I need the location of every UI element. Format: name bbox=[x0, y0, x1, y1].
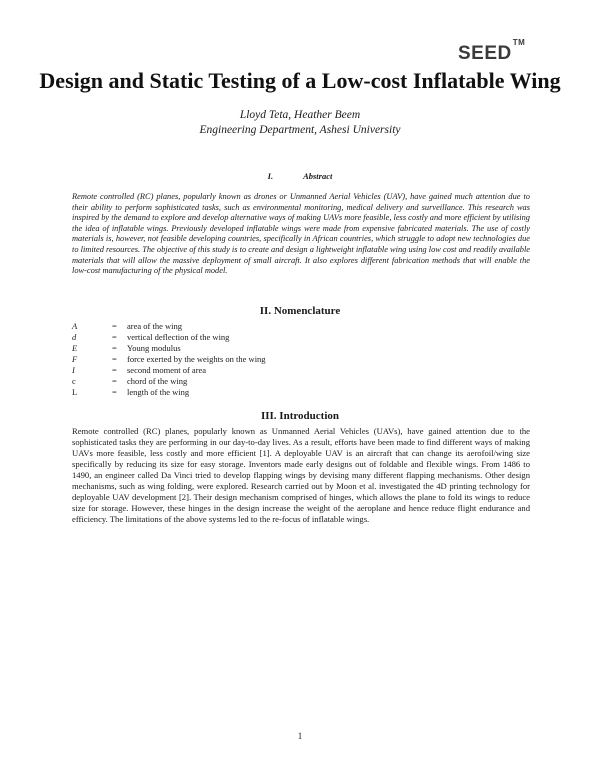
nomenclature-row bbox=[72, 387, 266, 398]
nomenclature-symbol: I bbox=[72, 365, 75, 375]
nomenclature-row bbox=[72, 354, 266, 365]
abstract-text: Remote controlled (RC) planes, popularly known as drones or Unmanned Aerial Vehicles (UAV), have gained much attention due to their ability to perform sophisticated tasks, such as environmental monitoring, medical delivery and surveillance. This research was inspired by the demand to explore and develop alternative ways of making UAVs more feasible, less costly and more efficient by utilising the idea of inflatable wings. Previously developed inflatable wings were made from expensive fabricated materials. The use of costly materials is, however, not feasible developing countries, specifically in African countries, which struggle to adopt new technologies due to limited resources. The objective of this study is to create and design a lightweight inflatable wing using low cost and readily available materials that will allow the massive deployment of small aircraft. It also explores different fabrication methods that will enable the low-cost manufacturing of the physical model. bbox=[72, 192, 530, 276]
nomenclature-row bbox=[72, 343, 266, 354]
nomenclature-symbol: L bbox=[72, 387, 78, 397]
nomenclature-list bbox=[72, 321, 266, 398]
equals-sign: = bbox=[112, 343, 117, 353]
nomenclature-description: area of the wing bbox=[127, 321, 182, 331]
nomenclature-symbol: A bbox=[72, 321, 78, 331]
nomenclature-row bbox=[72, 321, 266, 332]
equals-sign: = bbox=[112, 332, 117, 342]
equals-sign: = bbox=[112, 354, 117, 364]
page-number: 1 bbox=[297, 731, 303, 741]
abstract-heading bbox=[0, 171, 600, 181]
author-names: Lloyd Teta, Heather Beem bbox=[239, 109, 361, 121]
nomenclature-description: chord of the wing bbox=[127, 376, 188, 386]
nomenclature-description: vertical deflection of the wing bbox=[127, 332, 230, 342]
nomenclature-description: force exerted by the weights on the wing bbox=[127, 354, 266, 364]
nomenclature-row bbox=[72, 376, 266, 387]
nomenclature-symbol: c bbox=[72, 376, 76, 386]
paper-title: Design and Static Testing of a Low-cost Inflatable Wing bbox=[39, 68, 561, 93]
nomenclature-heading: II. Nomenclature bbox=[259, 305, 341, 317]
nomenclature-symbol: E bbox=[72, 343, 78, 353]
author-affiliation: Engineering Department, Ashesi University bbox=[199, 124, 401, 136]
equals-sign: = bbox=[112, 387, 117, 397]
nomenclature-symbol: F bbox=[72, 354, 78, 364]
seed-logo: SEED™ bbox=[458, 37, 526, 64]
abstract-number: I. bbox=[267, 171, 274, 181]
author-block bbox=[0, 108, 600, 138]
nomenclature-row bbox=[72, 332, 266, 343]
introduction-heading: III. Introduction bbox=[260, 410, 340, 422]
introduction-text: Remote controlled (RC) planes, popularly known as Unmanned Aerial Vehicles (UAVs), have gained attention due to the sophisticated tasks they are performing in our day-to-day lives. As a result, efforts have been made to find different ways of making UAVs more feasible, less costly and more efficient [1]. A deployable UAV is an aircraft that can change its aerofoil/wing size specifically by reducing its size for easy storage. Inventors made early designs out of foldable and flexible wings. From 1486 to 1490, an engineer called Da Vinci tried to develop flapping wings by devising many different flapping mechanisms. Other design mechanisms, such as wing folding, were explored. Research carried out by Moon et al. investigated the 4D printing technology for deployable UAV development [2]. Their design mechanism comprised of hinges, which allows the plane to fold its wings to reduce size for storage. However, these hinges in the design increase the weight of the aeroplane and hence reduce flight endurance and efficiency. The limitations of the above systems led to the re-focus of inflatable wings. bbox=[72, 426, 530, 524]
equals-sign: = bbox=[112, 376, 117, 386]
equals-sign: = bbox=[112, 321, 117, 331]
nomenclature-row bbox=[72, 365, 266, 376]
nomenclature-symbol: d bbox=[72, 332, 77, 342]
trademark-mark: TM bbox=[512, 37, 526, 47]
abstract-label: Abstract bbox=[303, 171, 333, 181]
nomenclature-description: length of the wing bbox=[127, 387, 190, 397]
nomenclature-description: second moment of area bbox=[127, 365, 207, 375]
nomenclature-description: Young modulus bbox=[127, 343, 181, 353]
equals-sign: = bbox=[112, 365, 117, 375]
